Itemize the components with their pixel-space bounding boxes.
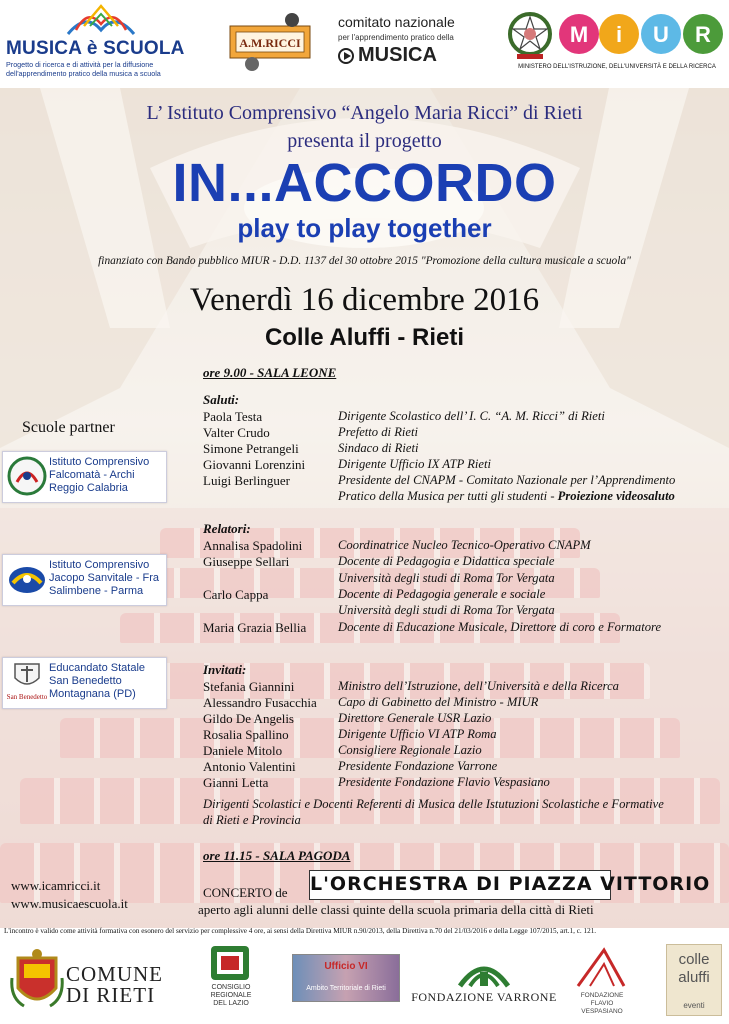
person-name: Alessandro Fusacchia — [203, 695, 317, 710]
partner-line: Istituto Comprensivo — [49, 559, 150, 571]
project-title: IN...ACCORDO — [172, 153, 557, 213]
musica-e-scuola-sub-line: dell'apprendimento pratico della musica a scuola — [6, 69, 161, 78]
partner-falcomata — [2, 451, 167, 503]
person-role: Presidente del CNAPM - Comitato Nazionale per l’Apprendimento — [338, 473, 676, 487]
person-name: Gianni Letta — [203, 775, 269, 790]
person-name: Valter Crudo — [203, 425, 270, 440]
person-name: Paola Testa — [203, 409, 263, 424]
lazio-line: REGIONALE — [210, 992, 252, 999]
colle-aluffi-text-3: eventi — [683, 1001, 705, 1010]
dirigenti-line-1: Dirigenti Scolastici e Docenti Referenti di Musica delle Istutuzioni Scolastiche e Formative — [203, 797, 664, 811]
financing-note: finanziato con Bando pubblico MIUR - D.D. 1137 del 30 ottobre 2015 "Promozione della cultura musicale a scuola" — [98, 255, 631, 267]
person-role: Università degli studi di Roma Tor Vergata — [338, 603, 555, 618]
vespasiano-line: VESPASIANO — [581, 1008, 623, 1015]
website-link[interactable]: www.icamricci.it — [11, 878, 101, 893]
saluti-label: Saluti: — [203, 392, 240, 407]
concert-label: CONCERTO de — [203, 885, 288, 900]
event-place: Colle Aluffi - Rieti — [264, 324, 465, 351]
svg-text:U: U — [653, 22, 669, 47]
musica-e-scuola-subtitle — [6, 60, 206, 78]
san-benedetto-crest-icon — [7, 660, 47, 692]
person-name: Daniele Mitolo — [203, 743, 283, 758]
videosaluto-note: Proiezione videosaluto — [557, 489, 675, 503]
website-link[interactable]: www.musicaescuola.it — [11, 896, 128, 911]
cnapm-line-2: per l'apprendimento pratico della — [338, 33, 454, 42]
fondazione-vespasiano-text — [580, 992, 624, 1016]
person-name: Annalisa Spadolini — [203, 538, 303, 553]
colle-aluffi-logo — [666, 944, 722, 1016]
dirigenti-line-2: di Rieti e Provincia — [203, 813, 301, 827]
sanvitale-school-icon — [7, 563, 47, 597]
fondazione-varrone-arch-icon — [456, 958, 512, 988]
san-benedetto-badge: San Benedetto — [6, 693, 48, 701]
play-icon — [338, 48, 354, 64]
partner-sanvitale — [2, 554, 167, 606]
intro-line-2: presenta il progetto — [287, 130, 442, 152]
session-1-time: ore 9.00 - SALA LEONE — [203, 365, 337, 380]
invitati-label: Invitati: — [203, 662, 247, 677]
svg-text:i: i — [615, 22, 623, 47]
colle-aluffi-text-1: colle — [678, 951, 710, 968]
ricci-institute-logo — [222, 10, 314, 72]
colle-aluffi-text-2: aluffi — [678, 969, 710, 986]
vespasiano-line: FONDAZIONE — [580, 992, 624, 999]
person-name: Gildo De Angelis — [203, 711, 294, 726]
partner-san-benedetto-text — [49, 662, 145, 701]
intro-line-1: L’ Istituto Comprensivo “Angelo Maria Ricci” di Rieti — [146, 102, 583, 124]
musica-e-scuola-title: MUSICA è SCUOLA — [6, 38, 185, 59]
berlinguer-role-text: Pratico della Musica per tutti gli studenti - — [338, 489, 558, 503]
person-name: Simone Petrangeli — [203, 441, 299, 456]
person-name: Luigi Berlinguer — [203, 473, 291, 488]
partner-line: Istituto Comprensivo — [49, 456, 150, 468]
person-role: Docente di Pedagogia generale e sociale — [338, 586, 546, 601]
fondazione-varrone-text: FONDAZIONE VARRONE — [411, 990, 557, 1004]
person-name: Antonio Valentini — [203, 759, 296, 774]
partner-line: Jacopo Sanvitale - Fra — [49, 572, 160, 584]
header-bar — [0, 0, 729, 88]
concert-audience: aperto agli alunni delle classi quinte della scuola primaria della città di Rieti — [198, 902, 594, 917]
person-role: Ministro dell’Istruzione, dell’Università e della Ricerca — [338, 679, 619, 693]
partner-line: Salimbene - Parma — [49, 585, 144, 597]
atp-rieti-logo — [292, 954, 400, 1002]
person-role: Consigliere Regionale Lazio — [338, 743, 482, 757]
partner-falcomata-text — [49, 456, 149, 495]
person-name: Carlo Cappa — [203, 586, 269, 602]
person-name: Maria Grazia Bellia — [203, 619, 307, 635]
partner-line: Reggio Calabria — [49, 482, 128, 494]
comune-rieti-text-1: COMUNE — [66, 962, 164, 986]
person-role: Prefetto di Rieti — [338, 425, 418, 439]
italian-republic-emblem-icon — [507, 8, 553, 62]
partner-line: Falcomatà - Archi — [49, 469, 135, 481]
partner-sanvitale-text — [49, 559, 159, 598]
lazio-council-text — [200, 984, 262, 1008]
comune-rieti-text-2: DI RIETI — [66, 983, 156, 1007]
atp-rieti-text-2: Ambito Territoriale di Rieti — [306, 985, 386, 992]
person-role: Dirigente Ufficio VI ATP Roma — [338, 727, 497, 741]
event-date: Venerdì 16 dicembre 2016 — [189, 282, 540, 318]
footnote: L'incontro è valido come attività formativa con esonero del servizio per complessive 4 ore, ai sensi della Direttiva MIUR n.90/2013, della Direttiva n.70 del 21/03/2016 e della Legge 107/2015, art.1, c. 121. — [4, 927, 597, 935]
person-name: Stefania Giannini — [203, 679, 295, 694]
miur-logo — [557, 12, 725, 56]
svg-text:R: R — [695, 22, 711, 47]
person-role: Dirigente Ufficio IX ATP Rieti — [338, 457, 491, 471]
person-role: Docente di Educazione Musicale, Direttore di coro e Formatore — [338, 619, 662, 634]
person-role: Docente di Pedagogia e Didattica speciale — [338, 554, 555, 569]
orchestra-logo — [309, 870, 711, 900]
lazio-line: CONSIGLIO — [211, 984, 251, 991]
cnapm-line-3: MUSICA — [358, 44, 437, 66]
falcomata-school-icon — [7, 456, 47, 496]
partner-line: Educandato Statale — [49, 662, 146, 674]
person-role: Università degli studi di Roma Tor Vergata — [338, 570, 555, 585]
partner-san-benedetto — [2, 657, 167, 709]
relatori-label: Relatori: — [203, 521, 251, 536]
person-role: Capo di Gabinetto del Ministro - MIUR — [338, 695, 539, 709]
lazio-council-icon — [207, 944, 253, 982]
person-role: Coordinatrice Nucleo Tecnico-Operativo CNAPM — [338, 538, 591, 552]
svg-text:A.M.RICCI: A.M.RICCI — [239, 36, 301, 50]
orchestra-name: L'ORCHESTRA DI PIAZZA VITTORIO — [310, 873, 711, 895]
partner-line: Montagnana (PD) — [49, 688, 136, 700]
person-role: Presidente Fondazione Flavio Vespasiano — [338, 775, 550, 789]
fondazione-vespasiano-icon — [574, 946, 628, 990]
project-tagline: play to play together — [237, 213, 492, 243]
cnapm-line-1: comitato nazionale — [338, 14, 455, 30]
berlinguer-role-cont — [338, 489, 675, 504]
svg-text:M: M — [569, 22, 589, 47]
person-role: Dirigente Scolastico dell’ I. C. “A. M. Ricci” di Rieti — [338, 409, 605, 423]
miur-subtitle: MINISTERO DELL'ISTRUZIONE, DELL'UNIVERSITÀ E DELLA RICERCA — [518, 64, 716, 70]
lazio-line: DEL LAZIO — [213, 1000, 249, 1007]
partner-line: San Benedetto — [49, 675, 122, 687]
partners-label: Scuole partner — [22, 419, 115, 436]
atp-rieti-text-1: Ufficio VI — [324, 961, 368, 972]
vespasiano-line: FLAVIO — [590, 1000, 614, 1007]
person-name: Giuseppe Sellari — [203, 554, 290, 570]
person-role: Direttore Generale USR Lazio — [338, 711, 492, 725]
comune-rieti-crest-icon — [10, 948, 64, 1014]
person-name: Rosalia Spallino — [203, 727, 289, 742]
session-2-time: ore 11.15 - SALA PAGODA — [203, 848, 351, 863]
musica-e-scuola-sub-line: Progetto di ricerca e di attività per la diffusione — [6, 60, 154, 69]
person-role: Presidente Fondazione Varrone — [338, 759, 498, 773]
person-role: Sindaco di Rieti — [338, 441, 419, 455]
person-name: Giovanni Lorenzini — [203, 457, 306, 472]
